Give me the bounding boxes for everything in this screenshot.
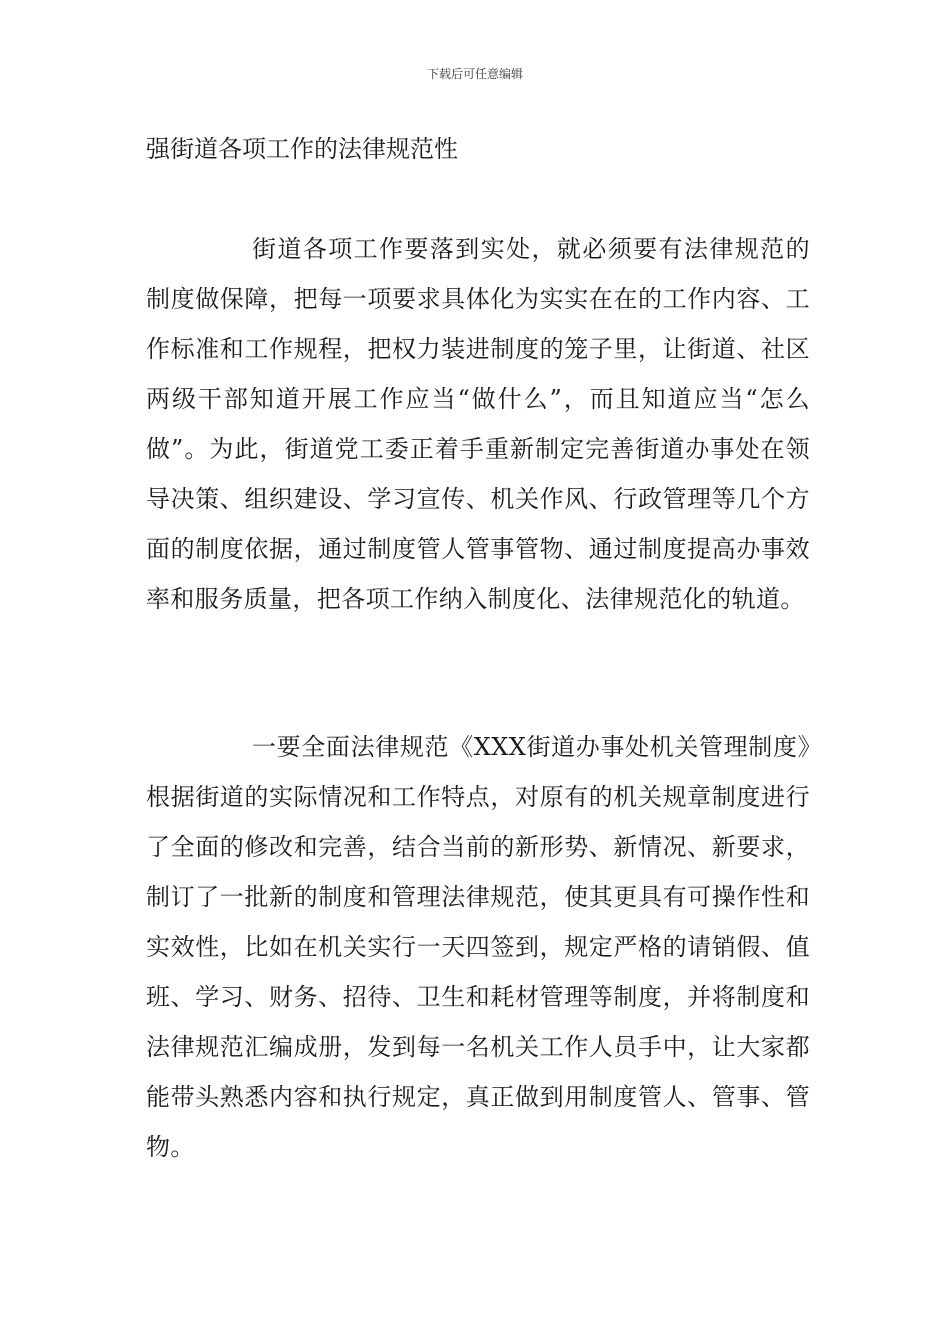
section-heading: 强街道各项工作的法律规范性 <box>146 135 458 163</box>
body-paragraph-2: 一要全面法律规范《XXX街道办事处机关管理制度》根据街道的实际情况和工作特点，对原有的机关规章制度进行了全面的修改和完善，结合当前的新形势、新情况、新要求，制订了一批新的制度和管理法律规范，使其更具有可操作性和实效性，比如在机关实行一天四签到，规定严格的请销假、值班、学习、财务、招待、卫生和耗材管理等制度，并将制度和法律规范汇编成册，发到每一名机关工作人员手中，让大家都能带头熟悉内容和执行规定，真正做到用制度管人、管事、管物。 <box>146 733 810 1161</box>
header-note: 下载后可任意编辑 <box>426 67 523 81</box>
body-paragraph-1: 街道各项工作要落到实处，就必须要有法律规范的制度做保障，把每一项要求具体化为实实在在的工作内容、工作标准和工作规程，把权力装进制度的笼子里，让街道、社区两级干部知道开展工作应当“做什么”，而且知道应当“怎么做”。为此，街道党工委正着手重新制定完善街道办事处在领导决策、组织建设、学习宣传、机关作风、行政管理等几个方面的制度依据，通过制度管人管事管物、通过制度提高办事效率和服务质量，把各项工作纳入制度化、法律规范化的轨道。 <box>146 235 810 613</box>
